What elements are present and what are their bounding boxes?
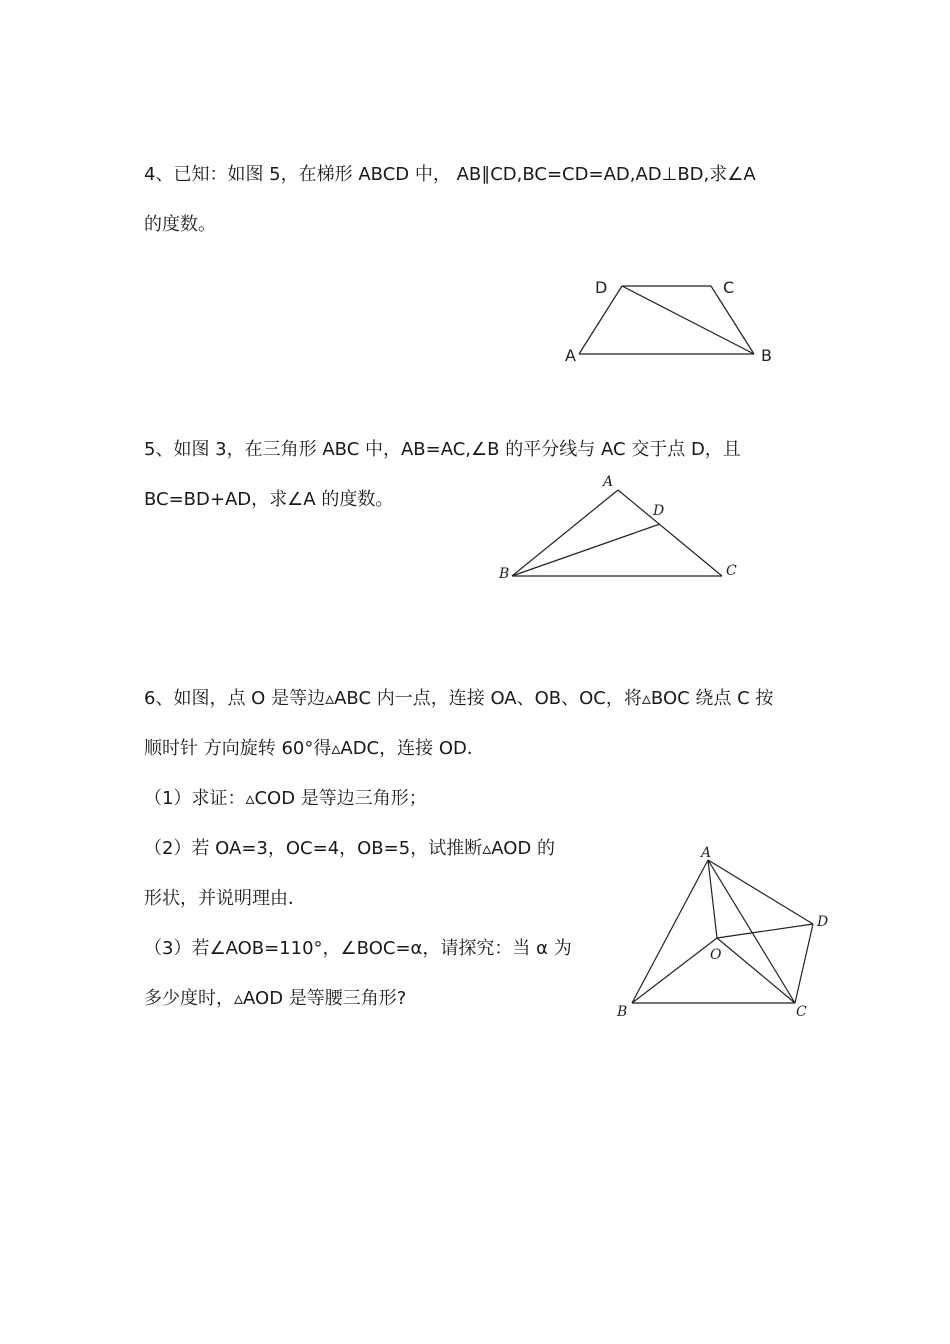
segment-db [622,286,754,354]
label-o: O [710,947,722,963]
problem6-part3-line1: （3）若∠AOB=110°，∠BOC=α，请探究：当 α 为 [144,938,572,959]
segment-bd [512,524,660,576]
label-c: C [723,278,735,297]
label-d: D [653,503,665,519]
segment-od [717,924,813,938]
problem6-part2-line1: （2）若 OA=3，OC=4，OB=5，试推断▵AOD 的 [144,838,555,859]
problem6-part2-line2: 形状，并说明理由． [144,888,306,909]
segment-oc [717,938,795,1003]
problem6-part1: （1）求证：▵COD 是等边三角形； [144,788,427,809]
label-a: A [603,474,614,490]
equilateral-rotation-figure [600,840,840,1025]
label-b: B [499,566,510,582]
segment-ob [632,938,717,1003]
segment-ad [708,860,813,924]
problem6-line1: 6、如图，点 O 是等边▵ABC 内一点，连接 OA、OB、OC，将▵BOC 绕点 C 按 [144,688,774,709]
label-c: C [796,1004,807,1020]
label-d: D [817,914,829,930]
triangle-bisector-figure [490,470,750,585]
label-a: A [565,346,576,365]
problem5-line2: BC=BD+AD，求∠A 的度数。 [144,489,394,510]
label-b: B [617,1004,628,1020]
problem4-line2: 的度数。 [144,214,216,235]
segment-ac [708,860,795,1003]
segment-dc [795,924,813,1003]
label-d: D [595,278,608,297]
trapezoid-figure [555,270,785,370]
label-b: B [761,346,772,365]
segment-ba [512,490,618,576]
segment-ab [632,860,708,1003]
problem6-line2: 顺时针 方向旋转 60°得▵ADC，连接 OD． [144,738,485,759]
label-a: A [701,845,712,861]
problem6-part3-line2: 多少度时，▵AOD 是等腰三角形? [144,988,407,1009]
problem4-line1: 4、已知：如图 5，在梯形 ABCD 中， AB∥CD,BC=CD=AD,AD⊥BD,求∠A [144,164,756,185]
problem5-line1: 5、如图 3，在三角形 ABC 中，AB=AC,∠B 的平分线与 AC 交于点 D，且 [144,439,741,460]
label-c: C [726,563,737,579]
